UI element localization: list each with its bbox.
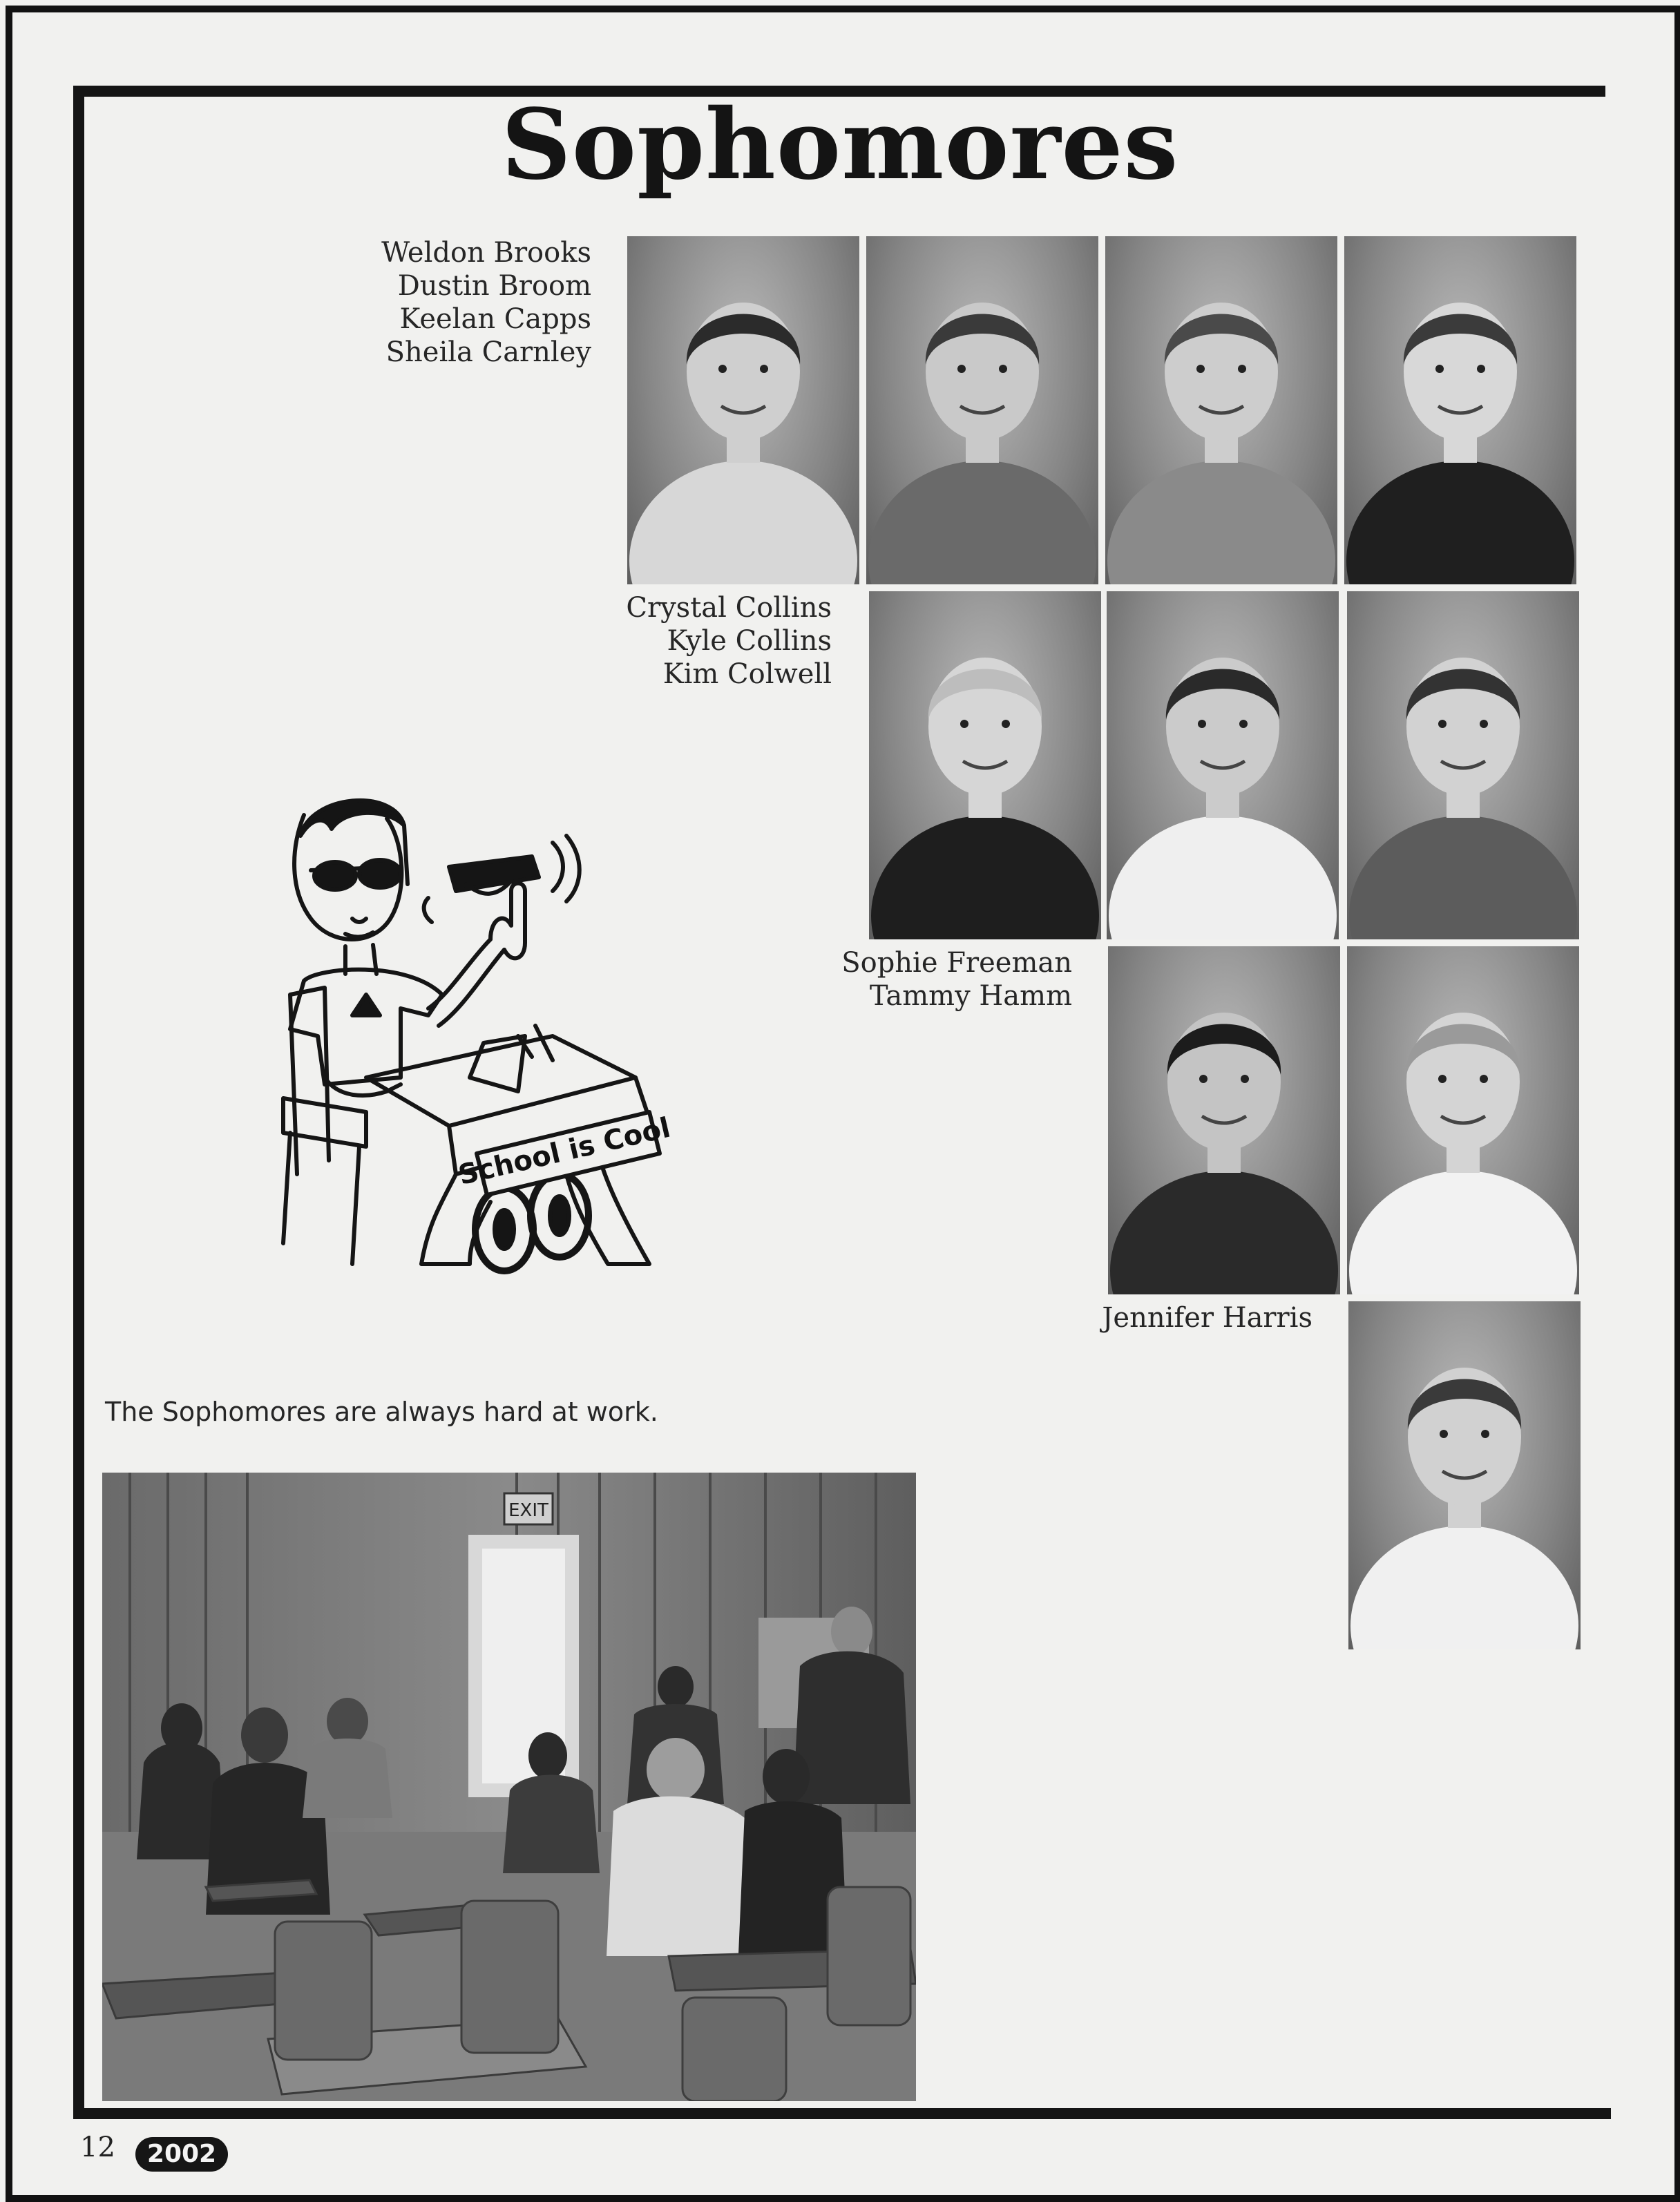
name-group-1: [332, 236, 591, 369]
name-group-3: [760, 946, 1072, 1013]
portrait-figure: [1108, 946, 1340, 1294]
portrait-photo: [869, 591, 1101, 939]
portrait-photo: [1344, 236, 1576, 584]
photo-caption: The Sophomores are always hard at work.: [105, 1397, 658, 1427]
portrait-photo: [1108, 946, 1340, 1294]
exit-sign: EXIT: [508, 1500, 548, 1521]
student-name: Jennifer Harris: [1102, 1302, 1312, 1334]
left-rule: [73, 86, 84, 2119]
portrait-photo: [1347, 946, 1579, 1294]
portrait-photo: [866, 236, 1098, 584]
page-title: Sophomores: [501, 88, 1179, 202]
student-name: Sophie Freeman: [841, 947, 1072, 979]
portrait-figure: [1348, 1301, 1581, 1649]
year-badge: 2002: [135, 2137, 228, 2172]
portrait-figure: [1105, 236, 1337, 584]
student-name: Keelan Capps: [399, 303, 591, 335]
portrait-figure: [1344, 236, 1576, 584]
portrait-figure: [866, 236, 1098, 584]
cartoon-student-illustration: [262, 787, 705, 1285]
student-name: Crystal Collins: [626, 592, 832, 624]
student-name: Kim Colwell: [662, 658, 832, 690]
desk-sign-text: School is Cool: [455, 1111, 674, 1191]
classroom-photo: [102, 1473, 916, 2101]
portrait-photo: [627, 236, 859, 584]
portrait-photo: [1107, 591, 1339, 939]
portrait-figure: [1107, 591, 1339, 939]
portrait-figure: [869, 591, 1101, 939]
student-name: Kyle Collins: [667, 625, 832, 657]
portrait-figure: [1347, 946, 1579, 1294]
portrait-figure: [1347, 591, 1579, 939]
student-name: Sheila Carnley: [385, 336, 591, 368]
portrait-photo: [1105, 236, 1337, 584]
name-group-2: [553, 591, 832, 691]
student-name: Dustin Broom: [397, 270, 591, 302]
portrait-figure: [627, 236, 859, 584]
page-number: 12: [80, 2132, 115, 2163]
portrait-photo: [1347, 591, 1579, 939]
student-name: Tammy Hamm: [869, 980, 1072, 1012]
student-name: Weldon Brooks: [381, 237, 591, 269]
portrait-photo: [1348, 1301, 1581, 1649]
name-group-4: [1022, 1301, 1312, 1334]
bottom-rule: [73, 2108, 1611, 2119]
